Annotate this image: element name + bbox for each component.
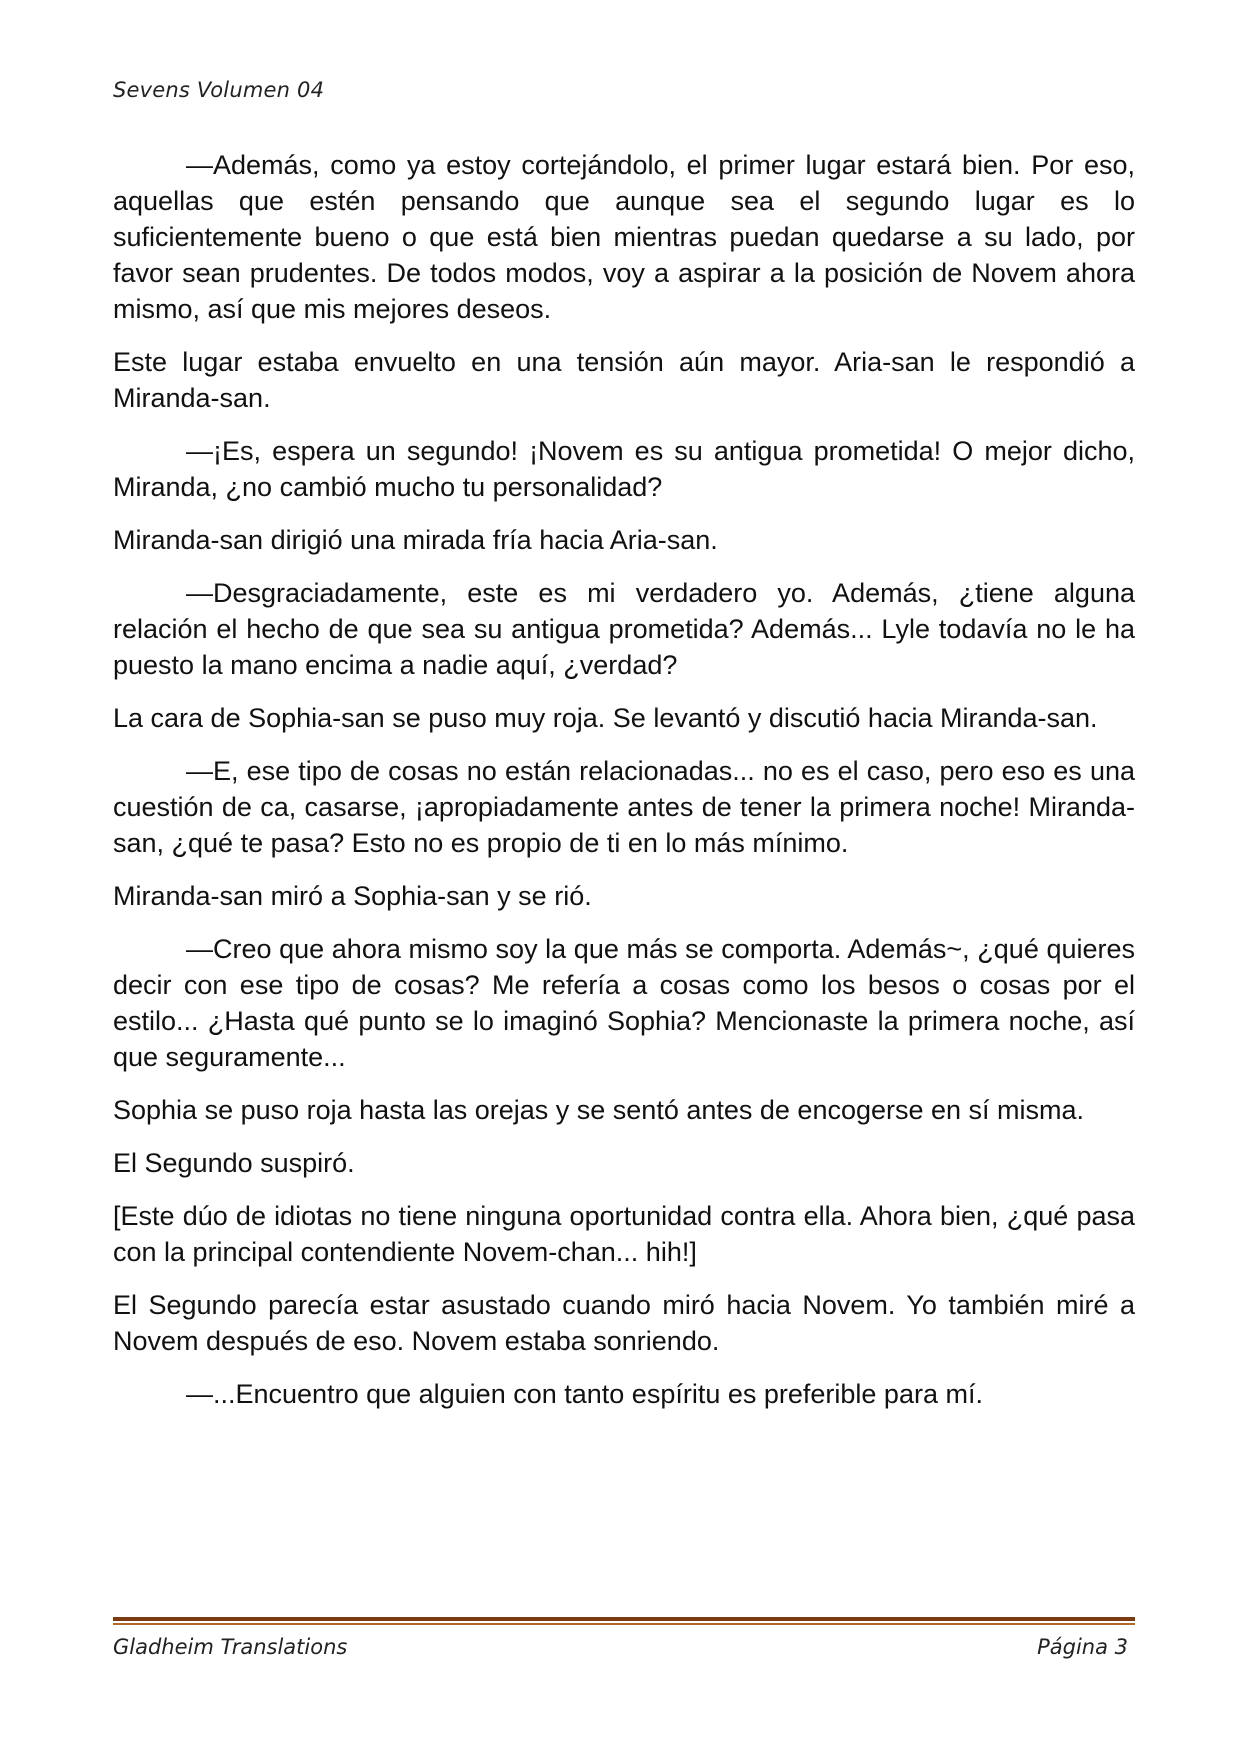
paragraph-narration: Miranda-san dirigió una mirada fría hacia Aria-san.	[113, 525, 718, 555]
footer-divider-thick-line	[113, 1617, 1135, 1621]
paragraph-narration: El Segundo parecía estar asustado cuando miró hacia Novem. Yo también miré a Novem después de eso. Novem estaba sonriendo.	[113, 1290, 1135, 1356]
paragraph-narration: [Este dúo de idiotas no tiene ninguna oportunidad contra ella. Ahora bien, ¿qué pasa con la principal contendiente Novem-chan... hih!]	[113, 1201, 1135, 1267]
paragraph-narration: La cara de Sophia-san se puso muy roja. Se levantó y discutió hacia Miranda-san.	[113, 703, 1098, 733]
paragraph-dialog: —¡Es, espera un segundo! ¡Novem es su antigua prometida! O mejor dicho, Miranda, ¿no cambió mucho tu personalidad?	[113, 436, 1135, 502]
paragraph-dialog: —Desgraciadamente, este es mi verdadero yo. Además, ¿tiene alguna relación el hecho de que sea su antigua prometida? Además... Lyle todavía no le ha puesto la mano encima a nadie aquí, ¿verdad?	[113, 578, 1135, 680]
footer-divider-thin-line	[113, 1623, 1135, 1625]
footer-divider	[113, 1617, 1135, 1626]
paragraph-narration: Miranda-san miró a Sophia-san y se rió.	[113, 881, 592, 911]
paragraph-dialog: —E, ese tipo de cosas no están relacionadas... no es el caso, pero eso es una cuestión de ca, casarse, ¡apropiadamente antes de tener la primera noche! Miranda-san, ¿qué te pasa? Esto no es propio de ti en lo más mínimo.	[113, 756, 1135, 858]
paragraph-dialog: —Además, como ya estoy cortejándolo, el primer lugar estará bien. Por eso, aquellas que estén pensando que aunque sea el segundo lugar es lo suficientemente bueno o que está bien mientras puedan quedarse a su lado, por favor sean prudentes. De todos modos, voy a aspirar a la posición de Novem ahora mismo, así que mis mejores deseos.	[113, 150, 1135, 324]
footer-page-number: Página 3	[1037, 1635, 1128, 1659]
paragraph-dialog: —...Encuentro que alguien con tanto espíritu es preferible para mí.	[186, 1379, 983, 1409]
page-body	[113, 147, 1135, 1429]
paragraph-narration: Este lugar estaba envuelto en una tensión aún mayor. Aria-san le respondió a Miranda-san.	[113, 347, 1135, 413]
paragraph-narration: El Segundo suspiró.	[113, 1148, 355, 1178]
footer-publisher: Gladheim Translations	[113, 1635, 348, 1659]
paragraph-narration: Sophia se puso roja hasta las orejas y se sentó antes de encogerse en sí misma.	[113, 1095, 1085, 1125]
page-header-title: Sevens Volumen 04	[113, 78, 325, 102]
paragraph-dialog: —Creo que ahora mismo soy la que más se comporta. Además~, ¿qué quieres decir con ese tipo de cosas? Me refería a cosas como los besos o cosas por el estilo... ¿Hasta qué punto se lo imaginó Sophia? Mencionaste la primera noche, así que seguramente...	[113, 934, 1135, 1072]
